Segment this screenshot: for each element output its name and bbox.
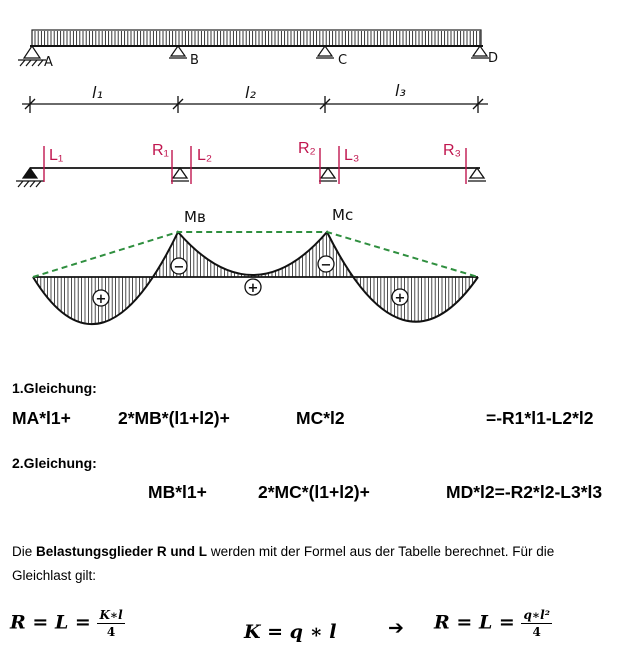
load-term-l2: L₂ [197, 147, 213, 164]
moment-label-mb: Mʙ [184, 208, 206, 226]
equation2-term2: 2*MC*(l1+l2)+ [258, 482, 370, 502]
moment-sign-4 [318, 256, 334, 273]
support-row3-b-icon [171, 168, 189, 181]
load-term-r2: R₂ [298, 140, 316, 157]
formula1-numerator: K∗l [99, 608, 123, 622]
formula1-denominator: 4 [106, 625, 116, 639]
load-term-l3: L₃ [344, 147, 360, 164]
formula3-fraction [521, 608, 552, 639]
load-term-r1: R₁ [152, 142, 169, 159]
moment-sign-2 [171, 258, 187, 275]
moment-sign-1-text: + [95, 292, 107, 307]
support-label-d: D [488, 51, 499, 66]
support-d-icon [471, 46, 489, 58]
support-row3-d-icon [468, 168, 486, 181]
explanation-paragraph [12, 540, 612, 588]
load-term-r3: R₃ [443, 142, 462, 159]
equation1-term2: 2*MB*(l1+l2)+ [118, 408, 230, 428]
moment-sign-5 [392, 289, 408, 306]
support-b-icon [169, 46, 187, 58]
equation1-term3: MC*l2 [296, 408, 345, 428]
para-prefix: Die [12, 544, 33, 559]
para-bold: Belastungsglieder R und L [36, 544, 208, 559]
equation2-term1: MB*l1+ [148, 482, 207, 502]
support-label-a: A [44, 55, 53, 70]
moment-sign-2-text: − [173, 260, 185, 275]
support-c-icon [316, 46, 334, 58]
formula3-lhs: R = L = [434, 611, 522, 634]
moment-sign-1 [93, 290, 109, 307]
moment-sign-3 [245, 279, 261, 296]
equation1-term1: MA*l1+ [12, 408, 71, 428]
formula3-denominator: 4 [532, 625, 541, 639]
support-a-icon [18, 46, 46, 66]
equation1-term4: =-R1*l1-L2*l2 [486, 408, 594, 428]
formula1-fraction [97, 608, 124, 639]
support-label-c: C [338, 53, 348, 68]
support-row3-a-icon [16, 168, 44, 187]
moment-label-mc: Mᴄ [332, 206, 354, 224]
load-term-markers [44, 146, 466, 184]
arrow-icon: ➔ [388, 617, 404, 639]
moment-sign-5-text: + [394, 291, 406, 306]
equation2-term3: MD*l2=-R2*l2-L3*l3 [446, 482, 603, 502]
formula-r-l-k [10, 608, 125, 639]
formula1-lhs: R = L = [10, 611, 98, 634]
span-label-l3: l₃ [395, 81, 406, 100]
equation2-heading: 2.Gleichung: [12, 455, 97, 471]
moment-closing-line [33, 232, 478, 277]
distributed-load [32, 30, 481, 46]
moment-sign-3-text: + [247, 281, 259, 296]
para-suffix: werden mit der Formel aus der Tabelle berechnet. Für die Gleichlast gilt: [12, 544, 555, 583]
formula-r-l-q [434, 608, 552, 639]
span-label-l2: l₂ [245, 83, 256, 102]
formula-k: K = q ∗ l [244, 621, 337, 643]
load-term-l1: L₁ [49, 147, 64, 164]
support-label-b: B [190, 53, 199, 68]
span-label-l1: l₁ [92, 83, 103, 102]
support-row3-c-icon [319, 168, 337, 181]
moment-sign-4-text: − [320, 258, 332, 273]
equation1-heading: 1.Gleichung: [12, 380, 97, 396]
formula3-numerator: q∗l² [523, 608, 550, 622]
